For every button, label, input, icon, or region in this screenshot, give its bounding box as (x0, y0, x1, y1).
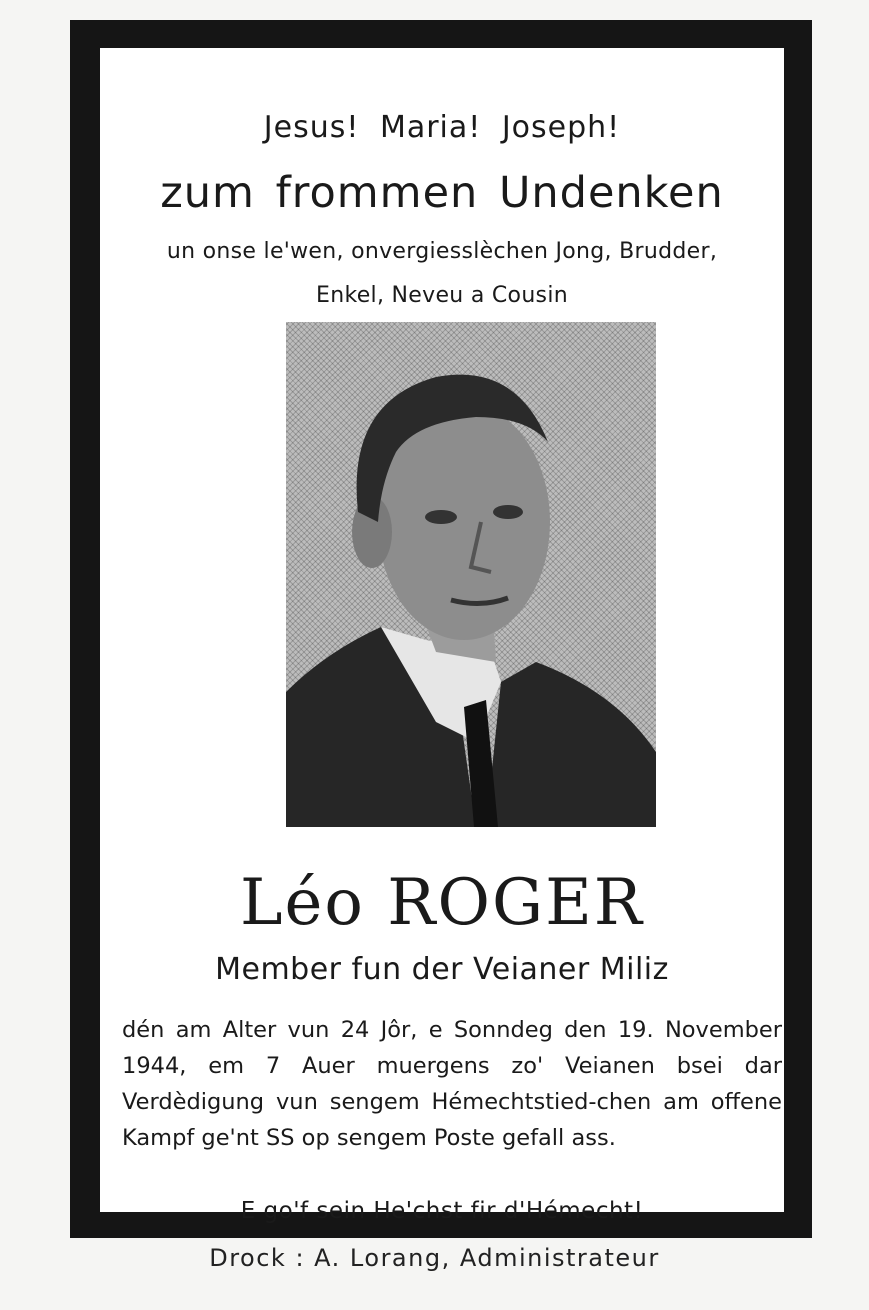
deceased-role: Member fun der Veianer Miliz (215, 952, 669, 987)
dedication-line-1: un onse le'wen, onvergiesslèchen Jong, Brudder, (166, 239, 718, 264)
dedication (100, 230, 784, 318)
invocation-line: Jesus! Maria! Joseph! (263, 110, 621, 145)
deceased-name: Léo ROGER (240, 866, 644, 940)
memorial-title: zum frommen Undenken (160, 168, 724, 218)
dedication-line-2: Enkel, Neveu a Cousin (316, 283, 568, 308)
memorial-body-text: dén am Alter vun 24 Jôr, e Sonndeg den 19. November 1944, em 7 Auer muergens zo' Veianen bsei dar Verdèdigung vun sengem Hémechtstied-chen am offene Kampf ge'nt SS op sengem Poste gefall ass. (122, 1017, 782, 1151)
closing-line: E go'f sein He'chst fir d'Hémecht! (240, 1198, 644, 1224)
portrait-photo (286, 322, 656, 827)
printer-credit: Drock : A. Lorang, Administrateur (209, 1244, 660, 1272)
memorial-card (70, 20, 812, 1238)
